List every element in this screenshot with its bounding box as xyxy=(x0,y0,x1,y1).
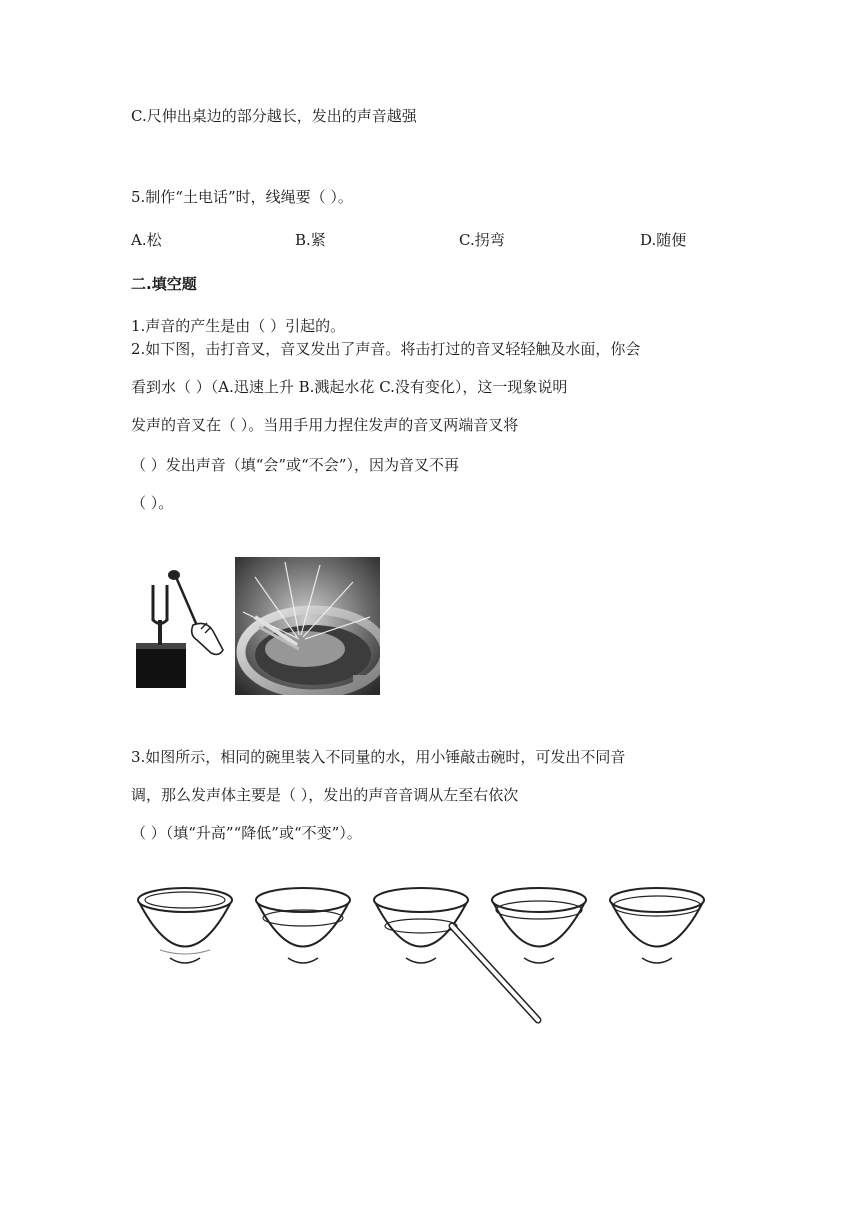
bowl-2 xyxy=(256,888,350,963)
q5-option-a: A.松 xyxy=(131,231,162,249)
fill-question-2-line-1: 2.如下图，击打音叉，音叉发出了声音。将击打过的音叉轻轻触及水面，你会 xyxy=(131,340,641,358)
bowls-illustration xyxy=(130,878,730,1028)
section-title: 二.填空题 xyxy=(131,275,197,293)
q5-stem: 5.制作“土电话”时，线绳要（ ）。 xyxy=(131,188,353,206)
fill-question-1: 1.声音的产生是由（ ）引起的。 xyxy=(131,317,346,335)
bowl-5 xyxy=(610,888,704,963)
fill-question-3-line-3: （ ）（填“升高”“降低”或“不变”）。 xyxy=(131,824,362,842)
q4-option-c: C.尺伸出桌边的部分越长，发出的声音越强 xyxy=(131,107,417,125)
q5-option-b: B.紧 xyxy=(295,231,326,249)
tuning-fork-illustration xyxy=(131,565,231,695)
fill-question-3-line-1: 3.如图所示，相同的碗里装入不同量的水，用小锤敲击碗时，可发出不同音 xyxy=(131,748,626,766)
fill-question-2-line-3: 发声的音叉在（ ）。当用手用力捏住发声的音叉两端音叉将 xyxy=(131,416,519,434)
bowl-4 xyxy=(492,888,586,963)
fill-question-2-line-5: （ ）。 xyxy=(131,494,174,512)
q5-option-c: C.拐弯 xyxy=(459,231,505,249)
bowl-1 xyxy=(138,888,232,963)
q5-option-d: D.随便 xyxy=(640,231,687,249)
fill-question-2-line-4: （ ）发出声音（填“会”或“不会”），因为音叉不再 xyxy=(131,456,459,474)
fill-question-3-line-2: 调，那么发声体主要是（ ），发出的声音音调从左至右依次 xyxy=(131,786,519,804)
water-splash-photo xyxy=(235,557,380,695)
fill-question-2-line-2: 看到水（ ）（A.迅速上升 B.溅起水花 C.没有变化），这一现象说明 xyxy=(131,378,568,396)
